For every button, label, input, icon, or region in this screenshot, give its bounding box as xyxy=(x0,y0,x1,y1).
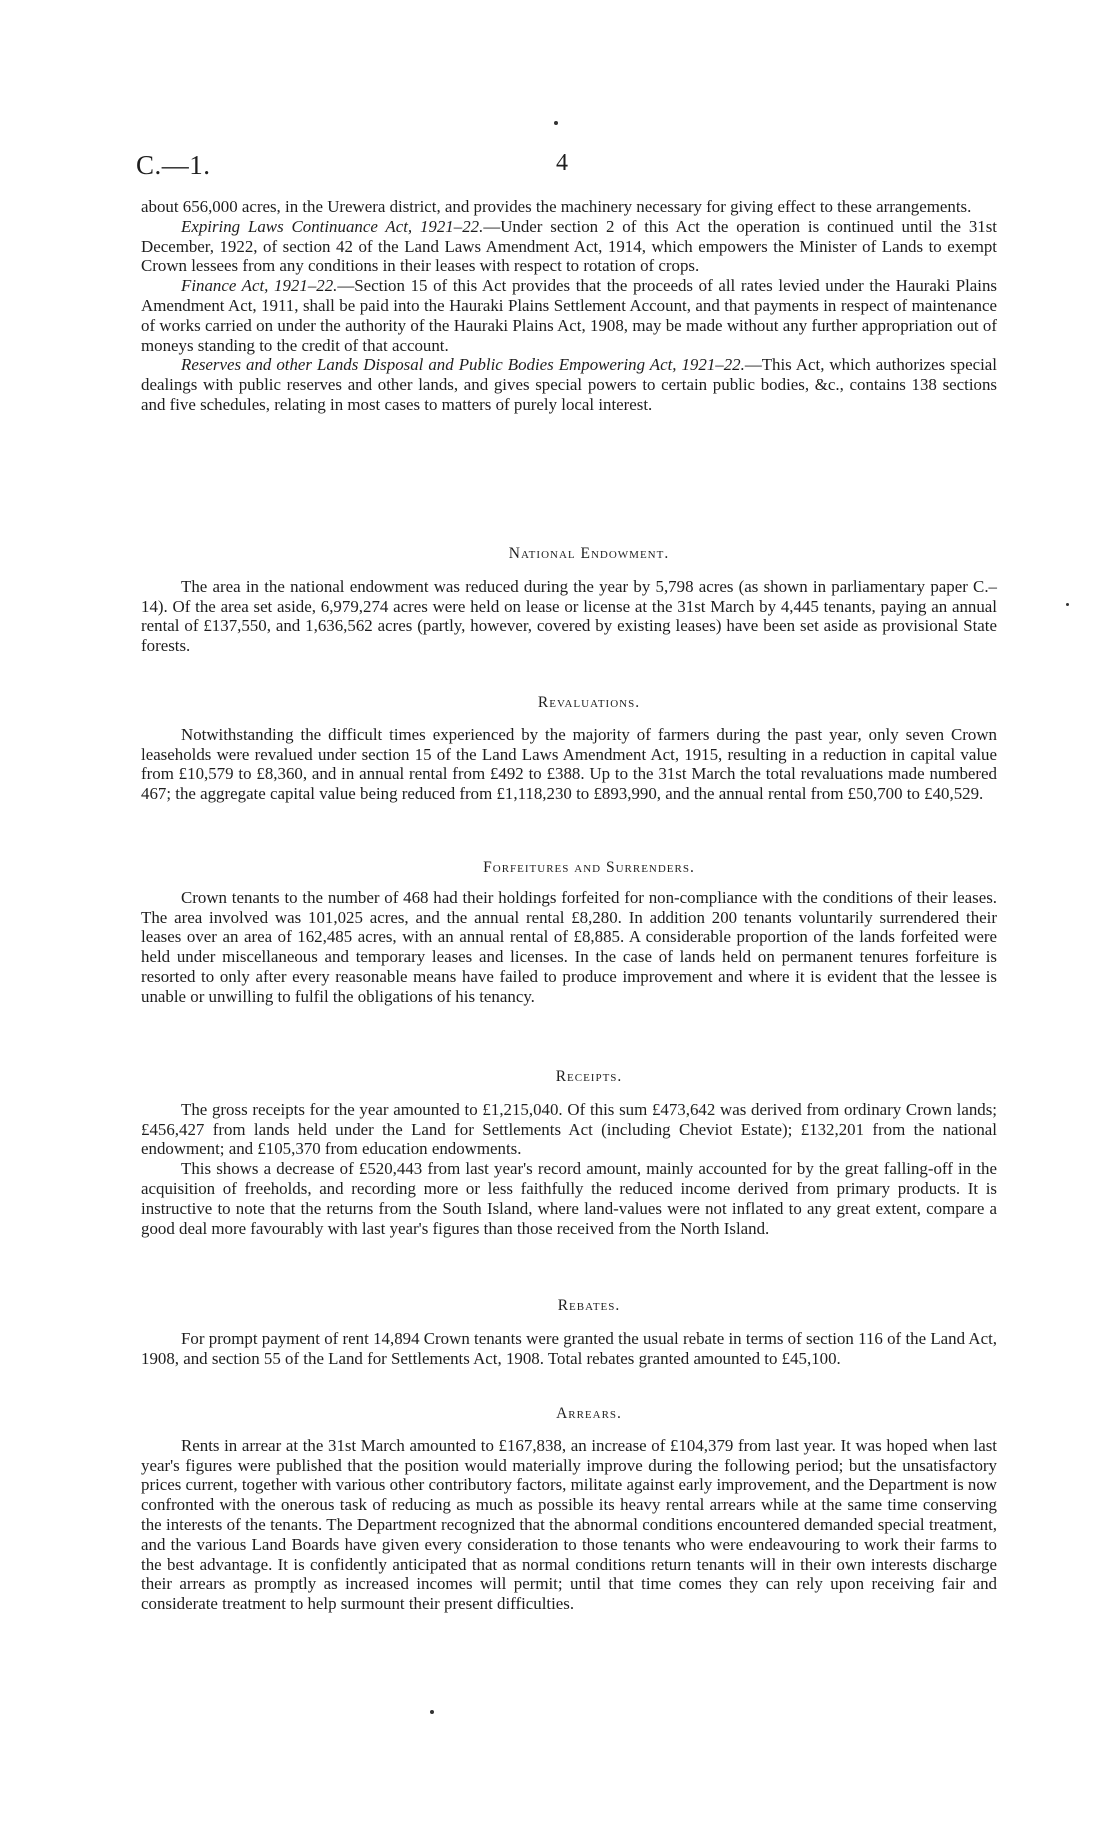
act-paragraph xyxy=(141,355,997,414)
section-paragraph: This shows a decrease of £520,443 from last year's record amount, mainly accounted for by the great falling-off in the acquisition of freeholds, and recording more or less faithfully the reduced income derived from primary products. It is instructive to note that the returns from the South Island, where land-values were not inflated to any great extent, compare a good deal more favourably with last year's figures than those received from the North Island. xyxy=(141,1159,997,1238)
act-title: Expiring Laws Continuance Act, 1921–22. xyxy=(181,216,484,236)
section-paragraph: For prompt payment of rent 14,894 Crown tenants were granted the usual rebate in terms of section 116 of the Land Act, 1908, and section 55 of the Land for Settlements Act, 1908. Total rebates granted amounted to £45,100. xyxy=(141,1328,997,1368)
forfeitures-section xyxy=(141,858,997,1007)
section-heading: Rebates. xyxy=(557,1297,621,1314)
section-paragraph: The area in the national endowment was reduced during the year by 5,798 acres (as shown in parliamentary paper C.–14). Of the area set aside, 6,979,274 acres were held on lease or license at the 31st March by 4,445 tenants, paying an annual rental of £137,550, and 1,636,562 acres (partly, however, covered by existing leases) have been set aside as provisional State forests. xyxy=(141,576,997,656)
section-heading: Arrears. xyxy=(556,1405,622,1422)
page-number: 4 xyxy=(556,150,568,176)
act-text: —This Act, which authorizes special dealings with public reserves and other lands, and gives special powers to certain public bodies, &c., contains 138 sections and five schedules, relating in most cases to matters of purely local interest. xyxy=(141,355,997,414)
act-title: Reserves and other Lands Disposal and Public Bodies Empowering Act, 1921–22. xyxy=(181,355,745,375)
intro-paragraph: about 656,000 acres, in the Urewera district, and provides the machinery necessary for giving effect to these arrangements. xyxy=(141,197,972,216)
act-text: —Under section 2 of this Act the operation is continued until the 31st December, 1922, of section 42 of the Land Laws Amendment Act, 1914, which empowers the Minister of Lands to exempt Crown lessees from any conditions in their leases with respect to rotation of crops. xyxy=(141,216,997,276)
section-paragraph: The gross receipts for the year amounted to £1,215,040. Of this sum £473,642 was derived from ordinary Crown lands; £456,427 from lands held under the Land for Settlements Act (including Cheviot Estate); £132,201 from the national endowment; and £105,370 from education endowments. xyxy=(141,1099,997,1159)
document-code: C.—1. xyxy=(136,150,211,180)
print-speck xyxy=(554,121,558,125)
section-heading: Revaluations. xyxy=(537,694,641,711)
section-heading: Receipts. xyxy=(555,1068,623,1085)
print-speck xyxy=(1066,603,1069,606)
act-text: —Section 15 of this Act provides that the proceeds of all rates levied under the Hauraki Plains Amendment Act, 1911, shall be paid into the Hauraki Plains Settlement Account, and that payments in respect of maintenance of works carried on under the authority of the Hauraki Plains Act, 1908, may be made without any further appropriation out of moneys standing to the credit of that account. xyxy=(141,276,997,355)
acts-block xyxy=(141,197,997,415)
rebates-section xyxy=(141,1296,997,1368)
arrears-section xyxy=(141,1404,997,1614)
revaluations-section xyxy=(141,693,997,804)
act-paragraph xyxy=(141,217,997,276)
section-paragraph: Notwithstanding the difficult times experienced by the majority of farmers during the past year, only seven Crown leaseholds were revalued under section 15 of the Land Laws Amendment Act, 1915, resulting in a reduction in capital value from £10,579 to £8,360, and in annual rental from £492 to £388. Up to the 31st March the total revaluations made numbered 467; the aggregate capital value being reduced from £1,118,230 to £893,990, and the annual rental from £50,700 to £40,529. xyxy=(141,724,997,804)
section-paragraph: Rents in arrear at the 31st March amounted to £167,838, an increase of £104,379 from last year. It was hoped when last year's figures were published that the position would materially improve during the following period; but the unsatisfactory prices current, together with various other contributory factors, militate against early improvement, and the Department is now confronted with the onerous task of reducing as much as possible its heavy rental arrears while at the same time conserving the interests of the tenants. The Department recognized that the abnormal conditions encountered demanded special treatment, and the various Land Boards have given every consideration to those tenants who were endeavouring to work their farms to the best advantage. It is confidently anticipated that as normal conditions return tenants will in their own interests discharge their arrears as promptly as increased incomes will permit; until that time comes they can rely upon receiving fair and considerate treatment to help surmount their present difficulties. xyxy=(141,1435,997,1614)
section-heading: National Endowment. xyxy=(508,545,670,562)
act-title: Finance Act, 1921–22. xyxy=(181,276,338,296)
section-heading: Forfeitures and Surrenders. xyxy=(483,859,695,876)
national-endowment-section xyxy=(141,544,997,656)
receipts-section xyxy=(141,1067,997,1238)
act-paragraph xyxy=(141,276,997,355)
print-speck xyxy=(430,1710,434,1714)
section-paragraph: Crown tenants to the number of 468 had their holdings forfeited for non-compliance with the conditions of their leases. The area involved was 101,025 acres, and the annual rental £8,280. In addition 200 tenants voluntarily surrendered their leases over an area of 162,485 acres, with an annual rental of £8,885. A considerable proportion of the lands forfeited were held under miscellaneous and temporary leases and licenses. In the case of lands held on permanent tenures forfeiture is resorted to only after every reasonable means have failed to produce improvement and where it is evident that the lessee is unable or unwilling to fulfil the obligations of his tenancy. xyxy=(141,887,997,1006)
